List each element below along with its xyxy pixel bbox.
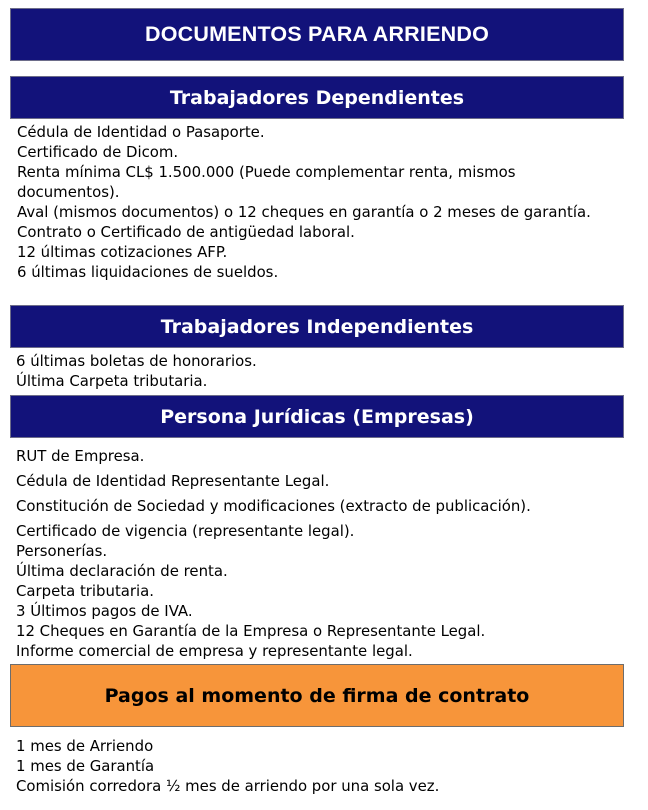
list-item: Certificado de Dicom. <box>17 143 179 161</box>
section-heading: Persona Jurídicas (Empresas) <box>160 405 474 428</box>
list-item: Certificado de vigencia (representante legal). <box>16 522 355 540</box>
section-header-independientes <box>10 305 624 348</box>
section-header-pagos <box>10 664 624 727</box>
section-header-dependientes <box>10 76 624 119</box>
list-item: Informe comercial de empresa y representante legal. <box>16 642 413 660</box>
page-title-banner <box>10 8 624 61</box>
list-item: 12 últimas cotizaciones AFP. <box>17 243 228 261</box>
requirements-list-juridicas <box>16 446 616 661</box>
requirements-list-independientes <box>16 351 616 391</box>
list-item: Comisión corredora ½ mes de arriendo por una sola vez. <box>16 777 440 795</box>
list-item: 3 Últimos pagos de IVA. <box>16 602 193 620</box>
list-item: RUT de Empresa. <box>16 447 145 465</box>
list-item: 6 últimas boletas de honorarios. <box>16 352 257 370</box>
list-item: 12 Cheques en Garantía de la Empresa o Representante Legal. <box>16 622 486 640</box>
list-item: Constitución de Sociedad y modificaciones (extracto de publicación). <box>16 497 531 515</box>
payments-list <box>16 736 616 796</box>
list-item: Aval (mismos documentos) o 12 cheques en garantía o 2 meses de garantía. <box>17 203 591 221</box>
list-item: 1 mes de Arriendo <box>16 737 154 755</box>
requirements-list-dependientes <box>17 122 597 282</box>
page-title: DOCUMENTOS PARA ARRIENDO <box>144 22 490 46</box>
list-item: 1 mes de Garantía <box>16 757 155 775</box>
section-heading: Trabajadores Dependientes <box>169 86 465 109</box>
list-item: Contrato o Certificado de antigüedad laboral. <box>17 223 355 241</box>
list-item: Última declaración de renta. <box>16 562 228 580</box>
list-item: Cédula de Identidad Representante Legal. <box>16 472 330 490</box>
list-item: Última Carpeta tributaria. <box>16 372 208 390</box>
list-item: Personerías. <box>16 542 108 560</box>
list-item: Carpeta tributaria. <box>16 582 155 600</box>
list-item: Renta mínima CL$ 1.500.000 (Puede complementar renta, mismos documentos). <box>17 163 516 201</box>
section-header-juridicas <box>10 395 624 438</box>
list-item: Cédula de Identidad o Pasaporte. <box>17 123 265 141</box>
section-heading: Pagos al momento de firma de contrato <box>104 684 530 707</box>
section-heading: Trabajadores Independientes <box>160 315 474 338</box>
list-item: 6 últimas liquidaciones de sueldos. <box>17 263 279 281</box>
